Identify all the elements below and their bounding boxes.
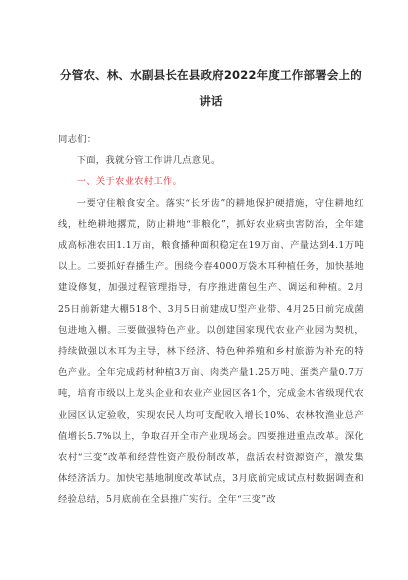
body-paragraph: 一要守住粮食安全。落实“长牙齿”的耕地保护硬措施，守住耕地红线，杜绝耕地撂荒，防止耕地“非粮化”，抓好农业病虫害防治，全年建成高标准农田1.1万亩，粮食播种面积稳定在19万亩、产量达到4.1万吨以上。二要抓好春播生产。围绕今春4000万袋木耳种植任务，加快基地建设修复，加强过程管理指导，有序推进菌包生产、调运和种植。2月25日前新建大棚518个、3月5日前建成U型产业带、4月25日前完成菌包进地入棚。三要做强特色产业。以创建国家现代农业产业园为契机，持续做强以木耳为主导，林下经济、特色种养殖和乡村旅游为补充的特色产业。全年完成药材种植3万亩、肉类产量1.25万吨、蛋类产量0.7万吨，培育市级以上龙头企业和农业产业园区各1个，完成金木省级现代农业园区认定验收，实现农民人均可支配收入增长10%、农林牧渔业总产值增长5.7%以上，争取召开全市产业现场会。四要推进重点改革。深化农村“三变”改革和经营性资产股份制改革，盘活农村资源资产，激发集体经济活力。加快宅基地制度改革试点，3月底前完成试点村数据调查和经验总结，5月底前在全县推广实行。全年“三变”改 (58, 197, 364, 506)
greeting: 同志们： (58, 134, 97, 145)
section-heading: 一、关于农业农村工作。 (76, 176, 183, 188)
document-title: 分管农、林、水副县长在县政府2022年度工作部署会上的讲话 (60, 68, 362, 108)
intro-paragraph: 下面，我就分管工作讲几点意见。 (76, 155, 221, 167)
